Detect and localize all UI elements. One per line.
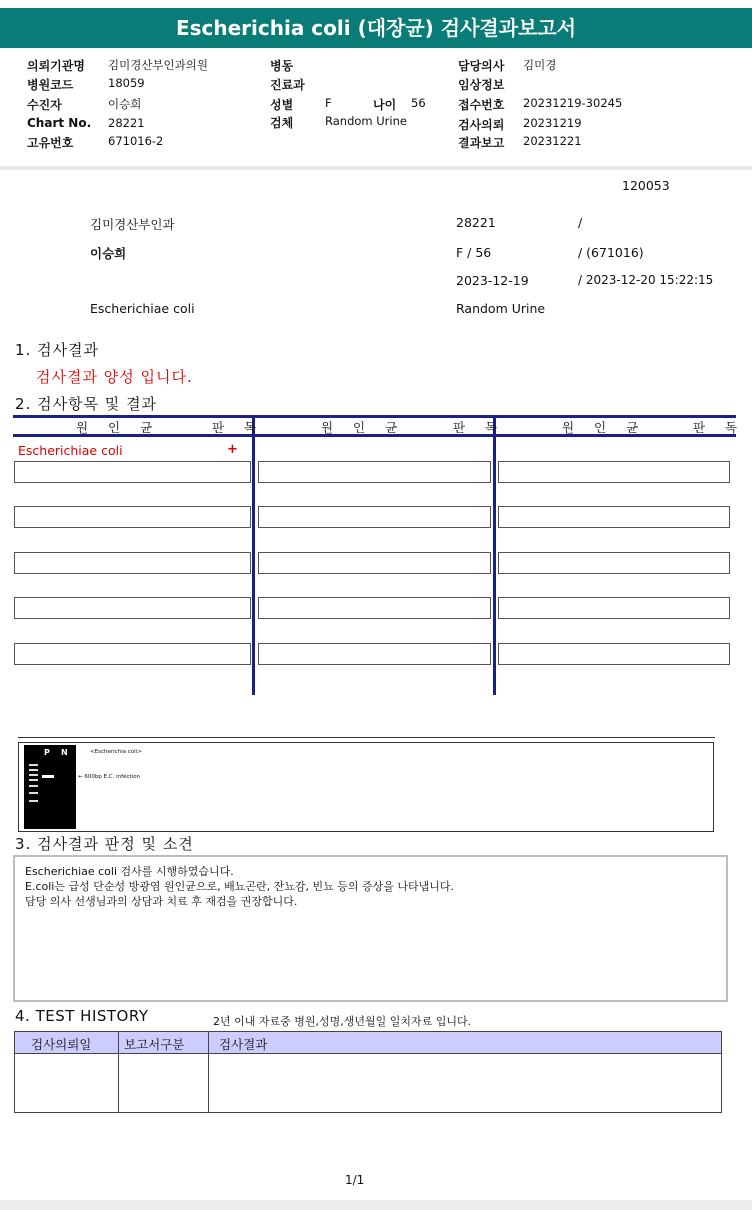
label-req-date: 검사의뢰 [458, 118, 505, 132]
label-age: 나이 [373, 98, 397, 112]
footer-bar [0, 1200, 752, 1210]
ladder-band [29, 769, 38, 771]
history-col-result: 검사결과 [219, 1037, 268, 1052]
label-dept: 진료과 [270, 78, 305, 92]
label-specimen: 검체 [270, 116, 294, 130]
value-patient: 이승희 [108, 97, 142, 111]
body-chart: 28221 [456, 215, 496, 230]
history-col-divider [118, 1032, 119, 1112]
value-req-date: 20231219 [523, 116, 582, 130]
label-report-date: 결과보고 [458, 136, 505, 150]
body-id-suffix: / (671016) [578, 245, 644, 260]
result-organism: Escherichiae coli [18, 443, 123, 458]
history-col-divider [208, 1032, 209, 1112]
ladder-band [29, 779, 38, 781]
label-hosp-code: 병원코드 [27, 78, 74, 92]
body-hospital: 김미경산부인과 [90, 217, 175, 232]
gel-frame [18, 742, 714, 832]
history-col-type: 보고서구분 [124, 1037, 185, 1052]
value-receipt: 20231219-30245 [523, 96, 623, 110]
ladder-band [29, 764, 38, 766]
value-report-date: 20231221 [523, 134, 582, 148]
history-col-date: 검사의뢰일 [31, 1037, 92, 1052]
gel-annotation: ← 600bp E.C. infection [78, 774, 141, 780]
result-box [498, 506, 730, 528]
ladder-band [29, 774, 38, 776]
result-box [14, 597, 251, 619]
result-box [14, 461, 251, 483]
gel-lane-p: P [44, 748, 50, 757]
value-org: 김미경산부인과의원 [108, 58, 208, 72]
report-title: Escherichia coli (대장균) 검사결과보고서 [0, 8, 752, 48]
history-table [14, 1031, 722, 1113]
ladder-band [29, 785, 38, 787]
body-patient: 이승희 [90, 246, 127, 261]
value-sex: F [325, 96, 332, 110]
result-judgement: + [227, 442, 238, 457]
result-box [498, 597, 730, 619]
label-receipt: 접수번호 [458, 98, 505, 112]
report-code: 120053 [622, 178, 670, 193]
value-specimen: Random Urine [325, 114, 407, 128]
result-box [14, 643, 251, 665]
judge-header-1: 판 독 [212, 420, 265, 435]
result-box [258, 552, 491, 574]
body-date1: 2023-12-19 [456, 273, 529, 288]
ladder-band [29, 792, 38, 794]
opinion-line-1: Escherichiae coli 검사를 시행하였습니다. [25, 865, 234, 878]
positive-band [42, 775, 54, 778]
gel-top-line [18, 737, 715, 738]
result-box [498, 461, 730, 483]
section1-result: 검사결과 양성 입니다. [36, 368, 193, 386]
value-hosp-code: 18059 [108, 76, 145, 90]
section1-title: 1. 검사결과 [15, 341, 100, 359]
result-box [14, 506, 251, 528]
result-box [14, 552, 251, 574]
label-patient: 수진자 [27, 98, 62, 112]
label-doctor: 담당의사 [458, 59, 505, 73]
label-ward: 병동 [270, 59, 294, 73]
opinion-line-3: 담당 의사 선생님과의 상담과 치료 후 재검을 권장합니다. [25, 895, 298, 908]
result-box [258, 597, 491, 619]
label-chart: Chart No. [27, 116, 92, 130]
col-header-1: 원 인 균 [76, 420, 161, 435]
result-box [258, 643, 491, 665]
label-sex: 성별 [270, 98, 294, 112]
body-slash: / [578, 215, 583, 230]
section4-title: 4. TEST HISTORY [15, 1007, 149, 1025]
judge-header-2: 판 독 [453, 420, 506, 435]
col-header-3: 원 인 균 [562, 420, 647, 435]
ladder-band [29, 800, 38, 802]
body-date2: / 2023-12-20 15:22:15 [578, 273, 714, 287]
page-number: 1/1 [345, 1173, 365, 1187]
judge-header-3: 판 독 [693, 420, 746, 435]
history-note: 2년 이내 자료중 병원,성명,생년월일 일치자료 입니다. [213, 1015, 472, 1028]
value-unique: 671016-2 [108, 134, 164, 148]
table-divider-2 [493, 418, 496, 695]
gel-title: <Escherichia coli> [90, 749, 142, 755]
label-unique: 고유번호 [27, 136, 74, 150]
section2-title: 2. 검사항목 및 결과 [15, 395, 158, 413]
body-test-name: Escherichiae coli [90, 301, 195, 316]
gel-image [24, 745, 76, 829]
opinion-box [13, 855, 728, 1002]
opinion-line-2: E.coli는 급성 단순성 방광염 원인균으로, 배뇨곤란, 잔뇨감, 빈뇨 등의 증상을 나타냅니다. [25, 880, 454, 893]
result-box [258, 506, 491, 528]
label-org: 의뢰기관명 [27, 59, 85, 73]
gel-lane-n: N [61, 748, 68, 757]
value-doctor: 김미경 [523, 58, 557, 72]
table-divider-1 [252, 418, 255, 695]
value-age: 56 [411, 96, 426, 110]
body-specimen: Random Urine [456, 301, 546, 316]
header-divider [0, 166, 752, 170]
history-header [15, 1032, 721, 1054]
result-box [258, 461, 491, 483]
section3-title: 3. 검사결과 판정 및 소견 [15, 835, 194, 853]
result-box [498, 643, 730, 665]
body-sex-age: F / 56 [456, 245, 492, 260]
label-clinical: 임상정보 [458, 78, 505, 92]
result-box [498, 552, 730, 574]
col-header-2: 원 인 균 [321, 420, 406, 435]
value-chart: 28221 [108, 116, 145, 130]
